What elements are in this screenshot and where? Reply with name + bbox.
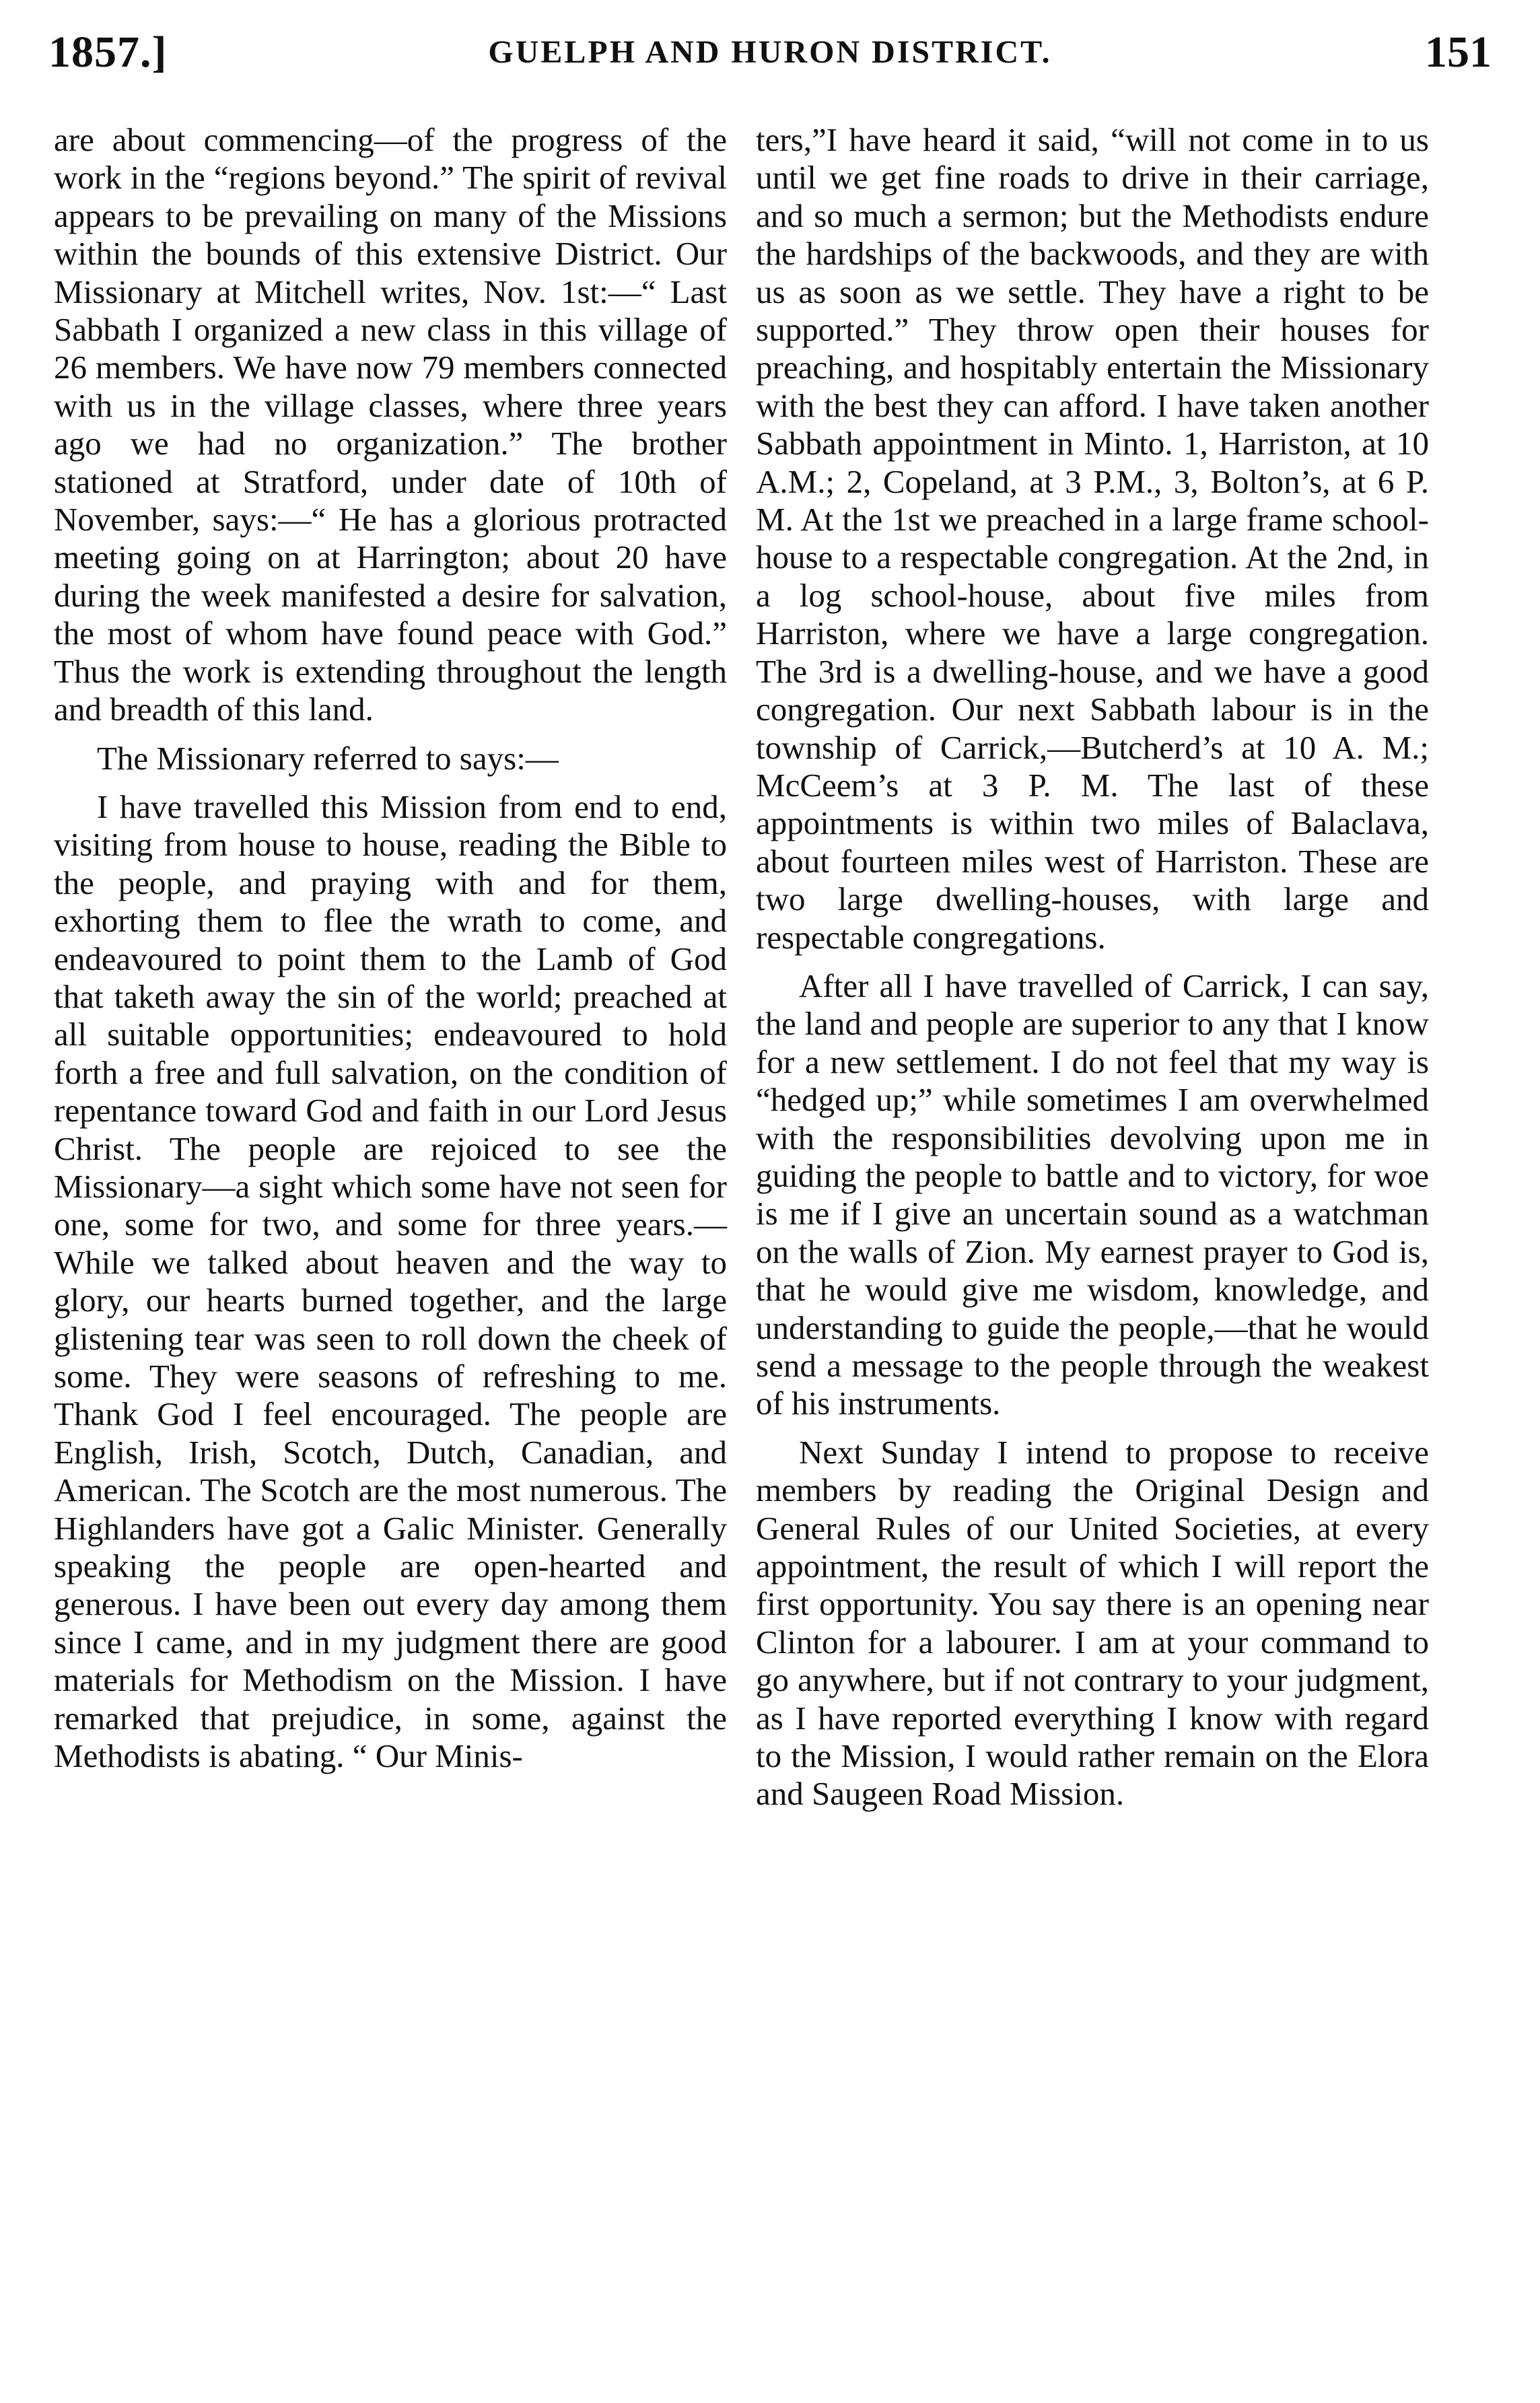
- right-paragraph-1: ters,”I have heard it said, “will not come in to us until we get fine roads to drive in their carriage, and so much a sermon; but the Methodists endure the hardships of the backwoods, and they are with us as soon as we settle. They have a right to be supported.” They throw open their houses for preaching, and hospitably entertain the Missionary with the best they can afford. I have taken another Sabbath appointment in Minto. 1, Harriston, at 10 A.M.; 2, Copeland, at 3 P.M., 3, Bolton’s, at 6 P. M. At the 1st we preached in a large frame school-house to a respectable congregation. At the 2nd, in a log school-house, about five miles from Harriston, where we have a large congregation. The 3rd is a dwelling-house, and we have a good congregation. Our next Sabbath labour is in the township of Carrick,—Butcherd’s at 10 A. M.; McCeem’s at 3 P. M. The last of these appointments is within two miles of Balaclava, about fourteen miles west of Harriston. These are two large dwelling-houses, with large and respectable congregations.: [756, 121, 1429, 956]
- left-paragraph-3: I have travelled this Mission from end to end, visiting from house to house, reading the Bible to the people, and praying with and for them, exhorting them to flee the wrath to come, and endeavoured to point them to the Lamb of God that taketh away the sin of the world; preached at all suitable opportunities; endeavoured to hold forth a free and full salvation, on the condition of repentance toward God and faith in our Lord Jesus Christ. The people are rejoiced to see the Missionary—a sight which some have not seen for one, some for two, and some for three years.— While we talked about heaven and the way to glory, our hearts burned together, and the large glistening tear was seen to roll down the cheek of some. They were seasons of refreshing to me. Thank God I feel encouraged. The people are English, Irish, Scotch, Dutch, Canadian, and American. The Scotch are the most numerous. The Highlanders have got a Galic Minister. Generally speaking the people are open-hearted and generous. I have been out every day among them since I came, and in my judgment there are good materials for Methodism on the Mission. I have remarked that prejudice, in some, against the Methodists is abating. “ Our Minis-: [54, 788, 727, 1775]
- left-column: [54, 121, 727, 1775]
- page-header: [48, 27, 1492, 88]
- right-column: [756, 121, 1429, 1813]
- page-number: 151: [1425, 28, 1492, 77]
- running-title: GUELPH AND HURON DISTRICT.: [488, 34, 1052, 70]
- left-paragraph-1: are about commencing—of the progress of the work in the “regions beyond.” The spirit of revival appears to be prevailing on many of the Missions within the bounds of this extensive District. Our Missionary at Mitchell writes, Nov. 1st:—“ Last Sabbath I organized a new class in this village of 26 members. We have now 79 members connected with us in the village classes, where three years ago we had no organization.” The brother stationed at Stratford, under date of 10th of November, says:—“ He has a glorious protracted meeting going on at Harrington; about 20 have during the week manifested a desire for salvation, the most of whom have found peace with God.” Thus the work is extending throughout the length and breadth of this land.: [54, 121, 727, 728]
- header-year: 1857.]: [48, 28, 168, 77]
- right-paragraph-2: After all I have travelled of Carrick, I can say, the land and people are superior to any that I know for a new settlement. I do not feel that my way is “hedged up;” while sometimes I am overwhelmed with the responsibilities devolving upon me in guiding the people to battle and to victory, for woe is me if I give an uncertain sound as a watchman on the walls of Zion. My earnest prayer to God is, that he would give me wisdom, knowledge, and understanding to guide the people,—that he would send a message to the people through the weakest of his instruments.: [756, 967, 1429, 1422]
- right-paragraph-3: Next Sunday I intend to propose to receive members by reading the Original Design and General Rules of our United Societies, at every appointment, the result of which I will report the first opportunity. You say there is an opening near Clinton for a labourer. I am at your command to go anywhere, but if not contrary to your judgment, as I have reported everything I know with regard to the Mission, I would rather remain on the Elora and Saugeen Road Mission.: [756, 1433, 1429, 1813]
- left-paragraph-2: The Missionary referred to says:—: [97, 739, 559, 777]
